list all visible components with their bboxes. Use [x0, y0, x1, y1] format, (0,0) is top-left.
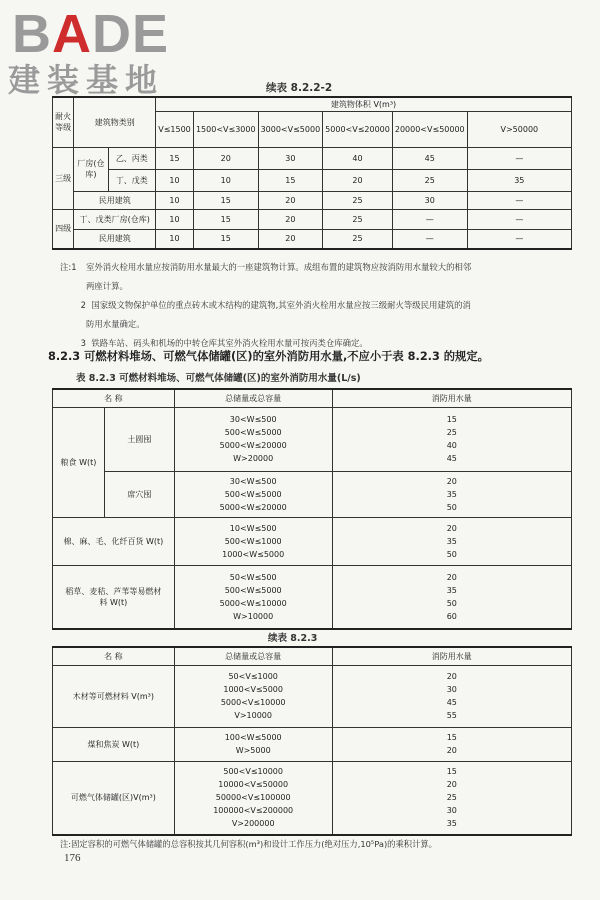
table1-caption: 续表 8.2.2-2 [266, 82, 333, 94]
note-text: 铁路车站、码头和机场的中转仓库其室外消火栓用水量可按丙类仓库确定。 [91, 338, 368, 348]
cell: 10 [193, 169, 258, 191]
storage-value: 30<W≤500 [229, 415, 277, 424]
logo-b: B [12, 4, 52, 64]
grade-4: 四级 [53, 209, 74, 249]
storage-list [174, 665, 332, 727]
water-value: 40 [446, 441, 457, 450]
cell: 30 [258, 147, 323, 169]
storage-list [174, 407, 332, 471]
cell: — [467, 147, 571, 169]
water-list [332, 407, 571, 471]
storage-list [174, 471, 332, 517]
cell: 40 [323, 147, 393, 169]
water-value: 55 [446, 711, 457, 720]
water-value: 35 [446, 819, 457, 829]
water-value: 25 [446, 428, 457, 437]
water-value: 15 [446, 767, 457, 777]
note-number: 2 [80, 300, 86, 310]
note-line [60, 296, 560, 315]
header-name: 名 称 [53, 389, 175, 407]
storage-value: 50<W≤500 [229, 572, 277, 582]
cell: 30 [392, 191, 467, 209]
col-vol-2: 1500<V≤3000 [193, 111, 258, 147]
storage-value: 500<V≤10000 [223, 767, 283, 777]
header-building-category: 建筑物类别 [74, 97, 156, 147]
note-line [60, 277, 560, 296]
storage-value: 5000<V≤10000 [220, 698, 286, 707]
header-water: 消防用水量 [332, 389, 571, 407]
water-value: 25 [446, 793, 457, 803]
factory-label: 厂房(仓库) [74, 147, 108, 191]
storage-list [174, 727, 332, 761]
water-value: 20 [446, 476, 457, 486]
note-line [60, 258, 560, 277]
storage-value: 1000<W≤5000 [222, 549, 285, 559]
cell: 15 [193, 209, 258, 229]
water-value: 35 [446, 585, 457, 595]
storage-value: 500<W≤5000 [224, 428, 282, 437]
storage-value: 1000<V≤5000 [223, 685, 283, 694]
storage-value: 10000<V≤50000 [218, 780, 289, 790]
header-water: 消防用水量 [332, 647, 571, 665]
cell: 20 [258, 209, 323, 229]
storage-list [174, 565, 332, 629]
cell: 15 [156, 147, 194, 169]
water-value: 20 [446, 746, 457, 755]
row-sub: 丁、戊类 [108, 169, 156, 191]
cell: — [392, 229, 467, 249]
storage-value: 10<W≤500 [229, 523, 277, 533]
header-storage: 总储量或总容量 [174, 647, 332, 665]
cell: 25 [323, 229, 393, 249]
group-sub: 席穴囤 [104, 471, 174, 517]
group-label: 棉、麻、毛、化纤百货 W(t) [53, 517, 175, 565]
storage-value: 100<W≤5000 [224, 733, 282, 742]
storage-value: V>200000 [231, 819, 275, 829]
row-sub: 乙、丙类 [108, 147, 156, 169]
storage-list [174, 517, 332, 565]
cell: 45 [392, 147, 467, 169]
table3-caption: 续表 8.2.3 [268, 633, 318, 644]
cell: — [392, 209, 467, 229]
header-building-volume: 建筑物体积 V(m³) [156, 97, 572, 111]
table-8-2-3 [52, 388, 572, 630]
water-value: 20 [446, 523, 457, 533]
header-fire-grade: 耐火等级 [53, 97, 74, 147]
note-line [60, 315, 560, 334]
row-label: 民用建筑 [74, 229, 156, 249]
storage-value: 30<W≤500 [229, 476, 277, 486]
cell: 10 [156, 209, 194, 229]
group-label: 稻草、麦秸、芦苇等易燃材料 W(t) [53, 565, 175, 629]
cell: 25 [323, 209, 393, 229]
col-vol-5: 20000<V≤50000 [392, 111, 467, 147]
cell: 15 [193, 229, 258, 249]
table2-caption: 表 8.2.3 可燃材料堆场、可燃气体储罐(区)的室外消防用水量(L/s) [76, 373, 361, 384]
storage-value: 5000<W≤20000 [219, 441, 287, 450]
storage-list [174, 761, 332, 835]
water-list [332, 727, 571, 761]
storage-value: 500<W≤5000 [224, 585, 282, 595]
water-value: 35 [446, 489, 457, 499]
grain-label: 粮食 W(t) [53, 407, 105, 517]
cell: 15 [258, 169, 323, 191]
row-label: 民用建筑 [74, 191, 156, 209]
storage-value: 50<V≤1000 [228, 672, 278, 681]
cell: — [467, 209, 571, 229]
group-sub: 土圆囤 [104, 407, 174, 471]
storage-value: V>10000 [234, 711, 272, 720]
table-8-2-2-2-cont [52, 96, 572, 250]
water-value: 20 [446, 780, 457, 790]
page-number: 176 [64, 852, 81, 864]
water-value: 15 [446, 733, 457, 742]
water-value: 50 [446, 549, 457, 559]
water-value: 45 [446, 698, 457, 707]
cell: 20 [258, 229, 323, 249]
storage-value: 5000<W≤10000 [219, 598, 287, 608]
note-number: 注:1 [60, 262, 77, 272]
cell: 10 [156, 229, 194, 249]
note-text: 两座计算。 [86, 281, 128, 291]
note-text: 防用水量确定。 [86, 319, 145, 329]
water-list [332, 471, 571, 517]
water-list [332, 665, 571, 727]
grade-3: 三级 [53, 147, 74, 209]
logo-a: A [52, 4, 92, 64]
water-value: 60 [446, 611, 457, 621]
group-label: 木材等可燃材料 V(m³) [53, 665, 175, 727]
water-value: 30 [446, 685, 457, 694]
col-vol-4: 5000<V≤20000 [323, 111, 393, 147]
col-vol-3: 3000<V≤5000 [258, 111, 323, 147]
water-list [332, 517, 571, 565]
storage-value: W>20000 [233, 454, 274, 463]
cell: 25 [392, 169, 467, 191]
water-list [332, 761, 571, 835]
cell: 20 [258, 191, 323, 209]
storage-value: 5000<W≤20000 [219, 502, 287, 512]
storage-value: 100000<V≤200000 [213, 806, 294, 816]
group-label: 可燃气体储罐(区)V(m³) [53, 761, 175, 835]
col-vol-6: V>50000 [467, 111, 571, 147]
water-value: 20 [446, 672, 457, 681]
water-value: 15 [446, 415, 457, 424]
note-number: 3 [80, 338, 86, 348]
storage-value: 500<W≤5000 [224, 489, 282, 499]
group-label: 煤和焦炭 W(t) [53, 727, 175, 761]
water-list [332, 565, 571, 629]
cell: 20 [193, 147, 258, 169]
cell: 10 [156, 191, 194, 209]
col-vol-1: V≤1500 [156, 111, 194, 147]
storage-value: 500<W≤1000 [224, 536, 282, 546]
cell: 20 [323, 169, 393, 191]
water-value: 50 [446, 598, 457, 608]
cell: 35 [467, 169, 571, 191]
note-text: 国家级文物保护单位的重点砖木或木结构的建筑物,其室外消火栓用水量应按三级耐火等级民用建筑的消 [91, 300, 471, 310]
cell: 25 [323, 191, 393, 209]
header-storage: 总储量或总容量 [174, 389, 332, 407]
storage-value: W>10000 [233, 611, 274, 621]
table3-note: 注:固定容积的可燃气体储罐的总容积按其几何容积(m³)和设计工作压力(绝对压力,10⁵Pa)的乘积计算。 [60, 839, 437, 849]
cell: — [467, 229, 571, 249]
section-8-2-3: 8.2.3 可燃材料堆场、可燃气体储罐(区)的室外消防用水量,不应小于表 8.2.3 的规定。 [48, 350, 489, 363]
water-value: 50 [446, 502, 457, 512]
logo-de: DE [92, 4, 170, 64]
table1-notes [60, 258, 560, 353]
table-8-2-3-cont [52, 646, 572, 836]
water-value: 20 [446, 572, 457, 582]
water-value: 45 [446, 454, 457, 463]
cell: — [467, 191, 571, 209]
header-name: 名 称 [53, 647, 175, 665]
storage-value: 50000<V≤100000 [215, 793, 291, 803]
water-value: 35 [446, 536, 457, 546]
storage-value: W>5000 [235, 746, 271, 755]
note-text: 室外消火栓用水量应按消防用水量最大的一座建筑物计算。成组布置的建筑物应按消防用水量较大的相邻 [86, 262, 472, 272]
logo-chinese: 建装基地 [8, 61, 165, 99]
cell: 10 [156, 169, 194, 191]
logo-wordmark [12, 4, 169, 64]
water-value: 30 [446, 806, 457, 816]
row-label: 丁、戊类厂房(仓库) [74, 209, 156, 229]
cell: 15 [193, 191, 258, 209]
